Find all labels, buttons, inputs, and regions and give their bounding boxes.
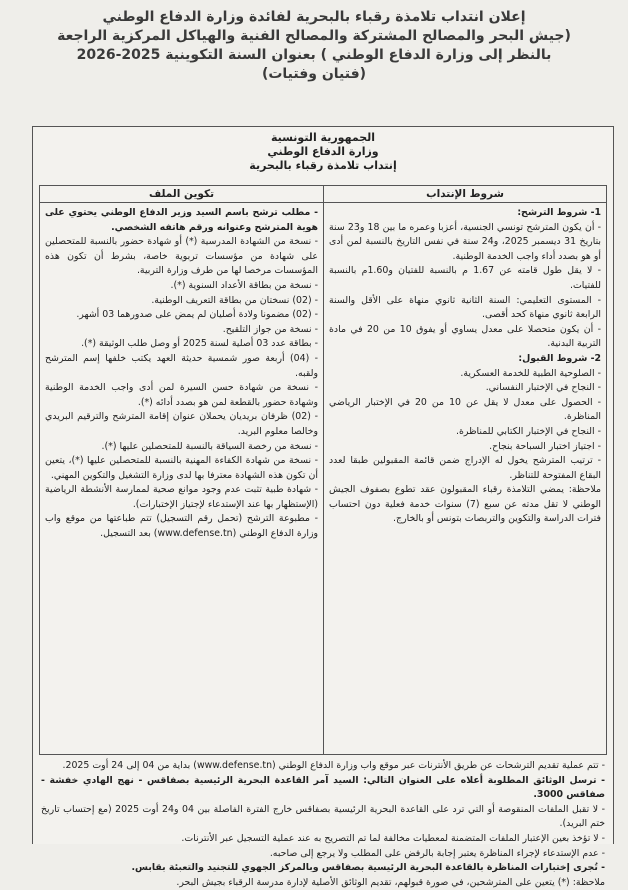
requirements-table bbox=[39, 185, 607, 755]
announcement-document bbox=[32, 126, 614, 888]
file-item: - نسخة من شهادة الكفاءة المهنية بالنسبة للمتحصلين عليها (*)، يتعين أن تكون هذه الشهادة معترفا بها لدى وزارة التشغيل والتكوين المهني. bbox=[45, 455, 318, 481]
condition-item: 1- شروط الترشح: bbox=[517, 207, 601, 218]
headline-line: (جيش البحر والمصالح المشتركة والمصالح الفنية والهياكل المركزية الراجعة bbox=[57, 28, 571, 44]
file-item: - مطبوعة الترشح (تحمل رقم التسجيل) تتم طباعتها من موقع واب وزارة الدفاع الوطني (www.defense.tn) بعد التسجيل. bbox=[45, 513, 318, 540]
file-list bbox=[40, 203, 323, 545]
conditions-list bbox=[324, 203, 606, 530]
file-item: - (04) أربعة صور شمسية حديثة العهد يكتب خلفها إسم المترشح ولقبه. bbox=[45, 352, 318, 379]
note-item: - ترسل الوثائق المطلوبة أعلاه على العنوان التالي: السيد آمر القاعدة البحرية الرئيسية بصفاقس - نهج الهادي خفشة - صفاقس 3000. bbox=[41, 774, 605, 801]
condition-item: 2- شروط القبول: bbox=[518, 352, 601, 364]
file-item: - بطاقة عدد 03 أصلية لسنة 2025 أو وصل طلب الوثيقة (*). bbox=[81, 338, 318, 350]
headline-line: (فتيان وفتيات) bbox=[261, 66, 367, 82]
condition-item: - أن يكون متحصلا على معدل يساوي أو يفوق 10 من 20 في مادة التربية البدنية. bbox=[329, 323, 601, 350]
document-subject: إنتداب تلامذة رقباء بالبحرية bbox=[249, 159, 397, 172]
file-item: - شهادة طبية تثبت عدم وجود موانع صحية لممارسة الأنشطة الرياضية (الإستظهار بها عند الإستدعاء لإجتياز الإختبارات). bbox=[45, 484, 318, 510]
condition-item: - اجتياز اختبار السباحة بنجاح. bbox=[489, 440, 601, 452]
submission-notes bbox=[41, 759, 605, 890]
note-item: - تتم عملية تقديم الترشحات عن طريق الأنترنات عبر موقع واب وزارة الدفاع الوطني (www.defense.tn) بداية من 04 إلى 24 أوت 2025. bbox=[62, 760, 605, 771]
file-column bbox=[40, 186, 323, 754]
headline-line: إعلان انتداب تلامذة رقباء بالبحرية لفائدة وزارة الدفاع الوطني bbox=[102, 9, 526, 25]
file-item: - نسخة من بطاقة الأعداد السنوية (*). bbox=[170, 279, 318, 291]
note-item: ملاحظة: (*) يتعين على المترشحين، في صورة قبولهم، تقديم الوثائق الأصلية لإدارة مدرسة الرقباء بجيش البحر. bbox=[176, 876, 605, 888]
conditions-column bbox=[323, 186, 606, 754]
file-item: - (02) ظرفان بريديان يحملان عنوان إقامة المترشح والترقيم البريدي وخالصا معلوم البريد. bbox=[45, 411, 318, 437]
headline-line: بالنظر إلى وزارة الدفاع الوطني ) بعنوان السنة التكوينية 2025-2026 bbox=[76, 47, 552, 63]
condition-item: - أن يكون المترشح تونسي الجنسية، أعزبا وعمره ما بين 18 و23 سنة بتاريخ 31 ديسمبر 2025، و24 سنة في نفس التاريخ بالنسبة لمن أدى أو هو بصدد أداء واجب الخدمة الوطنية. bbox=[329, 221, 602, 262]
conditions-column-title: شروط الإنتداب bbox=[324, 186, 606, 203]
file-item: - (02) نسختان من بطاقة التعريف الوطنية. bbox=[151, 294, 318, 306]
condition-item: - الصلوحية الطبية للخدمة العسكرية. bbox=[460, 367, 601, 379]
condition-item: - النجاح في الإختبار النفساني. bbox=[485, 382, 601, 394]
announcement-headline bbox=[20, 8, 608, 84]
condition-item: - الحصول على معدل لا يقل عن 10 من 20 في الإختبار الرياضي المناظرة. bbox=[329, 396, 602, 423]
condition-item: - لا يقل طول قامته عن 1.67 م بالنسبة للفتيان و1.60م بالنسبة للفتيات. bbox=[329, 265, 601, 291]
document-header bbox=[33, 127, 613, 183]
file-item: - (02) مضمونا ولادة أصليان لم يمض على صدورهما 03 أشهر. bbox=[76, 309, 318, 321]
file-item: - نسخة من الشهادة المدرسية (*) أو شهادة حضور بالنسبة للمتحصلين على شهادة من مؤسسات تربوية خاصة، بشرط أن تكون هذه المؤسسات مرخصا لها من طرف وزارة التربية. bbox=[45, 236, 318, 277]
ministry-name: وزارة الدفاع الوطني bbox=[267, 145, 379, 158]
condition-item: - ترتيب المترشح يخول له الإدراج ضمن قائمة المقبولين طبقا لعدد البقاع المفتوحة للتناظر. bbox=[329, 455, 601, 481]
note-item: - لا تقبل الملفات المنقوصة أو التي ترد على القاعدة البحرية الرئيسية بصفاقس خارج الفترة الفاصلة بين 04 و24 أوت 2025 (مع إحتساب تاريخ ختم البريد). bbox=[41, 803, 606, 830]
republic-name: الجمهورية التونسية bbox=[270, 131, 376, 144]
file-column-title: تكوين الملف bbox=[40, 186, 323, 203]
condition-item: - النجاح في الإختبار الكتابي للمناظرة. bbox=[456, 425, 601, 437]
condition-item: - المستوى التعليمي: السنة الثانية ثانوي منهاة على الأقل والسنة الرابعة ثانوي منهاة كحد أقصى. bbox=[329, 294, 601, 321]
condition-item: ملاحظة: يمضي التلامذة رقباء المقبولون عقد تطوع بصفوف الجيش الوطني لا تقل مدته عن سبع (7) سنوات خدمة فعلية دون احتساب فترات الدراسة والتكوين والتربصات بتونس أو بالخارج. bbox=[329, 484, 601, 525]
file-item: - نسخة من جواز التلقيح. bbox=[222, 323, 318, 335]
file-item: - نسخة من شهادة حسن السيرة لمن أدى واجب الخدمة الوطنية وشهادة حضور بالقطعة لمن هو بصدد أدائه (*). bbox=[45, 382, 318, 408]
file-item: - نسخة من رخصة السياقة بالنسبة للمتحصلين عليها (*). bbox=[101, 440, 318, 452]
note-item: - عدم الإستدعاء لإجراء المناظرة يعتبر إجابة بالرفض على المطلب ولا يرجع إلى صاحبه. bbox=[269, 847, 605, 859]
file-item: - مطلب ترشح باسم السيد وزير الدفاع الوطني يحتوي على هوية المترشح وعنوانه ورقم هاتفه الشخصي. bbox=[45, 207, 318, 233]
note-item: - لا تؤخذ بعين الإعتبار الملفات المتضمنة لمعطيات مخالفة لما تم التصريح به عند عملية التسجيل عبر الأنترنات. bbox=[181, 832, 605, 844]
note-item: - تُجرى إختبارات المناظرة بالقاعدة البحرية الرئيسية بصفاقس وبالمركز الجهوي للتجنيد والتعبئة بقابس. bbox=[131, 862, 605, 874]
